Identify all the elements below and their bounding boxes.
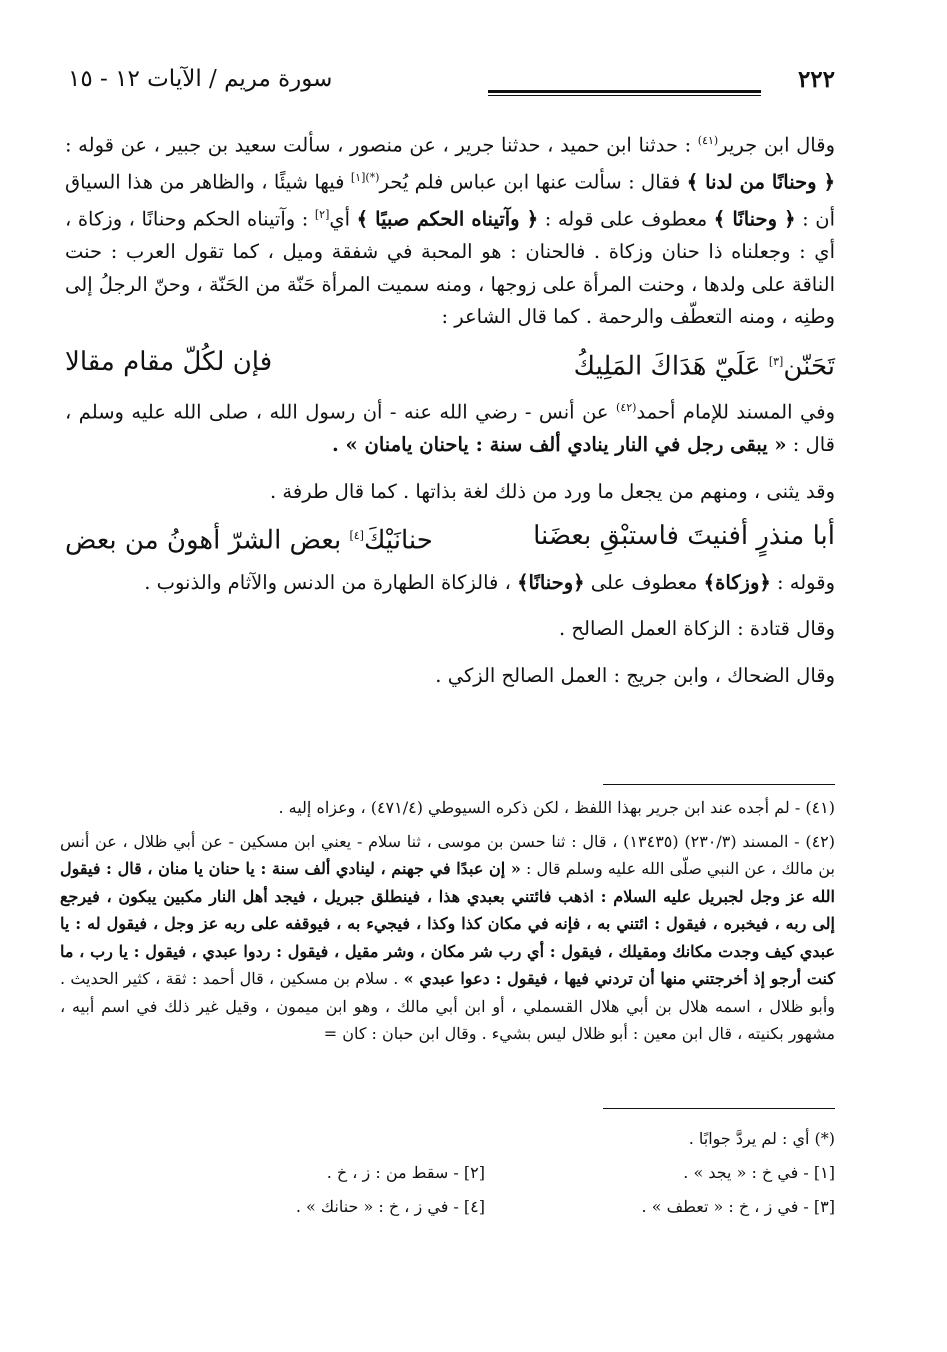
editor-note-1: [١] - في خ : « يجد » . <box>683 1163 835 1182</box>
text-run: فيها شيئًا ، والظاهر من هذا السياق أن : <box>65 170 835 231</box>
editor-note-ref-4: [٤] <box>349 529 364 543</box>
text-run: تَحَنّن <box>783 351 835 382</box>
editor-notes-row <box>115 1156 835 1190</box>
page-number: ٢٢٢ <box>797 66 835 93</box>
text-run: وقوله : <box>770 570 835 594</box>
paragraph-musnad <box>65 392 835 462</box>
text-run: : حدثنا ابن حميد ، حدثنا جرير ، عن منصور ، سألت سعيد بن جبير ، عن قوله : <box>65 133 698 157</box>
poetry-verse-1 <box>65 340 835 389</box>
editor-notes-rule <box>603 1108 835 1109</box>
footnote-41: (٤١) - لم أجده عند ابن جرير بهذا اللفظ ، لكن ذكره السيوطي (٤٧١/٤) ، وعزاه إليه . <box>278 798 835 817</box>
verse-second-hemistich: فإن لكُلّ مقام مقالا <box>65 346 273 377</box>
paragraph-tarafa: وقد يثنى ، ومنهم من يجعل ما ورد من ذلك لغة بذاتها . كما قال طرفة . <box>270 479 835 503</box>
editor-note-3: [٣] - في ز ، خ : « تعطف » . <box>641 1197 835 1216</box>
header-rule <box>488 90 761 93</box>
editor-notes <box>115 1122 835 1224</box>
paragraph-ibn-jarir <box>65 125 835 334</box>
quran-quote: ﴿ وحنانًا من لدنا ﴾ <box>686 170 835 194</box>
footnote-ref-42: (٤٢) <box>616 401 637 415</box>
hadith-quote: « إن عبدًا في جهنم ، لينادي ألف سنة : يا حنان يا منان ، قال : فيقول الله عز وجل لجبريل عليه السلام : اذهب فائتني بعبدي هذا ، فينطلق جبريل ، فيجد أهل النار مكبين يبكون ، فيرجع إلى ربه ، فيخبره ، فيقول : ائتني به ، فإنه في مكان كذا وكذا ، فيجيء به ، فيوقفه على ربه عز وجل ، فيقول له : يا عبدي كيف وجدت مكانك ومقيلك ، فيقول : أي رب شر مكان ، وشر مقيل ، فيقول : ردوا عبدي ، فيقول : يا رب ، ما كنت أرجو إذ أخرجتني منها أن تردني فيها ، فيقول : دعوا عبدي » <box>60 859 836 988</box>
text-run: معطوف على قوله : <box>538 207 714 231</box>
quran-quote: ﴿ وحنانًا ﴾ <box>713 207 796 231</box>
running-header <box>68 60 835 100</box>
paragraph-qatada: وقال قتادة : الزكاة العمل الصالح . <box>559 617 835 641</box>
text-run: معطوف على <box>584 570 704 594</box>
text-run: بعض الشرّ أهونُ من بعض <box>65 525 350 556</box>
quran-quote: ﴿ وآتيناه الحكم صبيًا ﴾ <box>356 207 539 231</box>
text-run: أي <box>329 207 357 231</box>
header-rule-thin <box>488 95 761 96</box>
text-run: حنانَيْكَ <box>363 525 433 556</box>
quran-quote: ﴿وزكاة﴾ <box>703 570 771 594</box>
verse-second-hemistich <box>65 514 433 563</box>
footnote-42 <box>60 828 835 1048</box>
text-run: وفي المسند للإمام أحمد <box>636 400 835 424</box>
editor-notes-row <box>115 1190 835 1224</box>
text-run: عَلَيّ هَدَاكَ المَلِيكُ <box>573 351 769 382</box>
editor-note-ref-3: [٣] <box>768 354 784 368</box>
editor-note-4: [٤] - في ز ، خ : « حنانك » . <box>295 1197 485 1216</box>
text-run: (٤٢) - المسند (٢٣٠/٣) (١٣٤٣٥) ، قال : ثنا حسن بن موسى ، ثنا سلام - يعني ابن مسكين - عن أبي ظلال ، عن أنس بن مالك ، عن النبي صلّى الله عليه وسلم قال : <box>60 831 836 878</box>
main-text <box>65 125 835 692</box>
editor-note-2: [٢] - سقط من : ز ، خ . <box>326 1163 485 1182</box>
paragraph-dahhak: وقال الضحاك ، وابن جريج : العمل الصالح الزكي . <box>435 663 835 687</box>
quran-quote: ﴿وحنانًا﴾ <box>517 570 585 594</box>
surah-title: سورة مريم / الآيات ١٢ - ١٥ <box>68 66 333 92</box>
editor-note-star: (*) أي : لم يردَّ جوابًا . <box>688 1129 835 1148</box>
text-run: عن أنس - رضي الله عنه - أن رسول الله ، صلى الله عليه وسلم ، قال : <box>65 400 835 457</box>
text-run: ، فالزكاة الطهارة من الدنس والآثام والذنوب . <box>144 570 518 594</box>
text-run: فقال : سألت عنها ابن عباس فلم يُحر <box>379 170 687 194</box>
paragraph-zakah <box>65 567 835 600</box>
footnotes <box>60 794 835 1048</box>
verse-first-hemistich <box>574 340 835 389</box>
footnote-rule <box>603 784 835 785</box>
footnote-ref-41: (٤١) <box>697 134 719 147</box>
verse-first-hemistich: أبا منذرٍ أفنيتَ فاستبْقِ بعضَنا <box>533 521 835 552</box>
hadith-quote: « يبقى رجل في النار ينادي ألف سنة : ياحنان يامنان » . <box>331 433 787 457</box>
text-run: : وآتيناه الحكم وحنانًا ، وزكاة ، أي : وجعلناه ذا حنان وزكاة . فالحنان : هو المحبة في شفقة وميل ، كما تقول العرب : حنت الناقة على ولدها ، وحنت المرأة على زوجها ، ومنه سميت المرأة حَنّة من الحَنّة ، وحنّ الرجلُ إلى وطنِه ، ومنه التعطّف والرحمة . كما قال الشاعر : <box>65 207 835 328</box>
editor-note-ref-2: [٢] <box>314 208 330 221</box>
poetry-verse-2 <box>65 514 835 563</box>
editor-note-ref-1: (*)[١] <box>350 171 380 184</box>
text-run: وقال ابن جرير <box>718 133 835 157</box>
text-run: . سلام بن مسكين ، قال أحمد : ثقة ، كثير الحديث . وأبو ظلال ، اسمه هلال بن أبي هلال القسملي ، أو ابن أبي مالك ، وهو ابن ميمون ، وقيل غير ذلك في اسم أبيه ، مشهور بكنيته ، قال ابن معين : أبو ظلال ليس بشيء . وقال ابن حبان : كان = <box>60 969 835 1043</box>
